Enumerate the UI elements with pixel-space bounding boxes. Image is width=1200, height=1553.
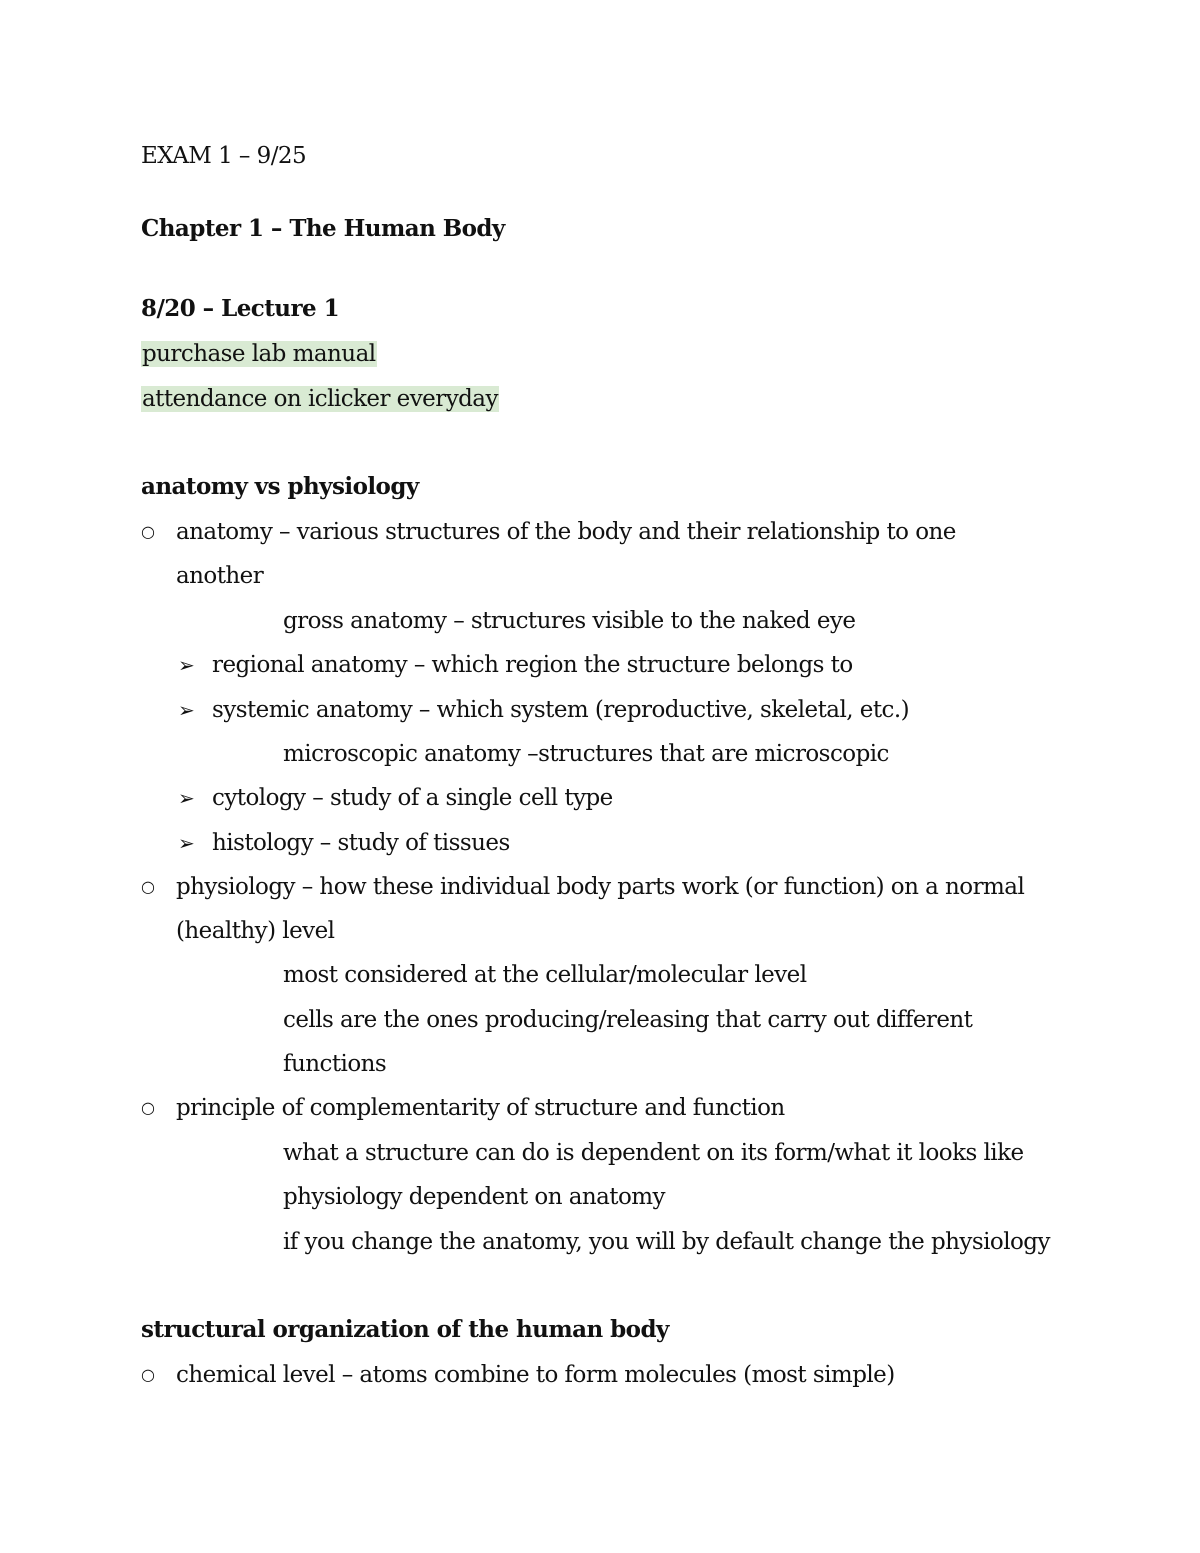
exam-title: EXAM 1 – 9/25	[141, 143, 307, 169]
list-item: principle of complementarity of structure and function	[176, 1095, 785, 1121]
arrow-bullet-icon: ➢	[178, 653, 195, 677]
highlighted-text: attendance on iclicker everyday	[142, 386, 498, 412]
arrow-list-item: cytology – study of a single cell type	[212, 785, 613, 811]
highlight-line	[141, 339, 377, 369]
circle-bullet-icon: ○	[141, 1098, 155, 1117]
list-item: chemical level – atoms combine to form molecules (most simple)	[176, 1362, 895, 1388]
sub-item: physiology dependent on anatomy	[283, 1184, 666, 1210]
sub-item: most considered at the cellular/molecular level	[283, 962, 807, 988]
circle-bullet-icon: ○	[141, 522, 155, 541]
section-heading: structural organization of the human body	[141, 1316, 669, 1343]
sub-item: what a structure can do is dependent on its form/what it looks like	[283, 1140, 1024, 1166]
sub-item: microscopic anatomy –structures that are microscopic	[283, 741, 889, 767]
sub-item-continuation: functions	[283, 1051, 387, 1077]
list-item: anatomy – various structures of the body and their relationship to one	[176, 519, 956, 545]
circle-bullet-icon: ○	[141, 877, 155, 896]
list-item: physiology – how these individual body parts work (or function) on a normal	[176, 874, 1025, 900]
arrow-bullet-icon: ➢	[178, 698, 195, 722]
chapter-heading: Chapter 1 – The Human Body	[141, 215, 505, 242]
list-item-continuation: another	[176, 563, 264, 589]
arrow-bullet-icon: ➢	[178, 831, 195, 855]
sub-item: if you change the anatomy, you will by default change the physiology	[283, 1229, 1050, 1255]
highlight-line	[141, 384, 499, 414]
arrow-list-item: histology – study of tissues	[212, 830, 510, 856]
arrow-list-item: systemic anatomy – which system (reproductive, skeletal, etc.)	[212, 697, 910, 723]
section-heading: anatomy vs physiology	[141, 473, 419, 500]
arrow-bullet-icon: ➢	[178, 786, 195, 810]
circle-bullet-icon: ○	[141, 1365, 155, 1384]
lecture-heading: 8/20 – Lecture 1	[141, 295, 340, 322]
arrow-list-item: regional anatomy – which region the structure belongs to	[212, 652, 853, 678]
sub-item: gross anatomy – structures visible to the naked eye	[283, 608, 856, 634]
sub-item: cells are the ones producing/releasing that carry out different	[283, 1007, 973, 1033]
highlighted-text: purchase lab manual	[142, 341, 376, 367]
list-item-continuation: (healthy) level	[176, 918, 335, 944]
